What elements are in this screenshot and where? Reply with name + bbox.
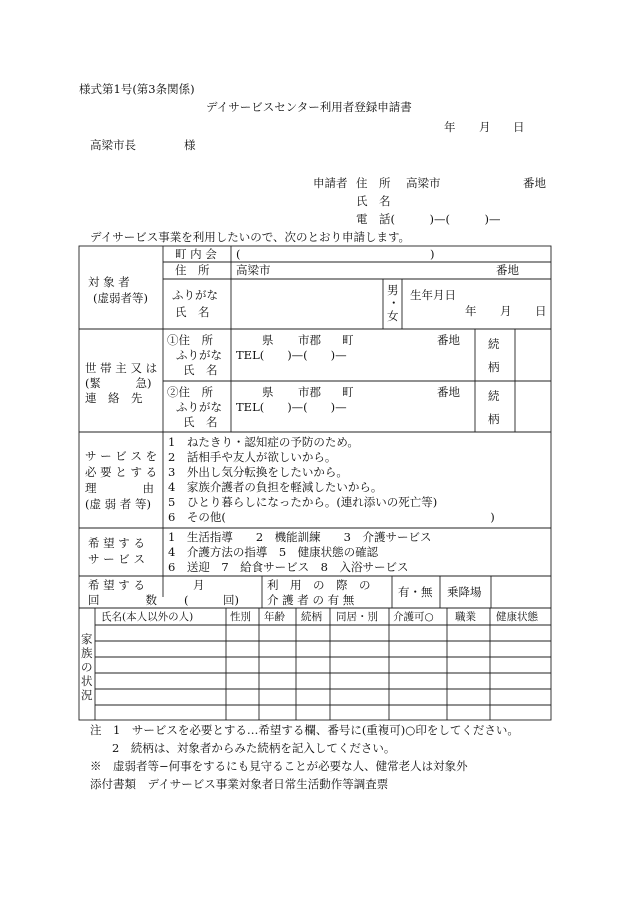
reason-label-4: (虚 弱 者 等) [85,497,151,511]
contact1-rel-1: 続 [488,337,500,351]
frequency-label-1: 希 望 す る [88,578,145,592]
date-year: 年 [444,120,456,134]
family-header-care: 介護可○ [393,611,434,623]
reason-label-2: 必 要 と す る [85,465,158,479]
note-asterisk: ※ 虚弱者等−何事をするにも見守ることが必要な人、健常老人は対象外 [90,759,468,773]
subject-banchi: 番地 [496,263,519,277]
form-title: デイサービスセンター利用者登録申請書 [206,100,412,114]
honorific: 様 [184,138,196,152]
applicant-name-label: 氏 名 [356,194,391,208]
form-number: 様式第1号(第3条関係) [79,82,195,96]
contact1-rel-2: 柄 [488,360,500,374]
family-side-char: 況 [81,688,93,702]
reason-item: 3 外出し気分転換をしたいから。 [168,465,348,479]
contact2-rel-1: 続 [488,389,500,403]
desired-service-label-2: サ ー ビ ス [88,552,145,566]
household-label-3: 連 絡 先 [85,391,143,405]
household-label-2: (緊 急) [85,376,152,390]
note-2: 2 続柄は、対象者からみた続柄を記入してください。 [112,741,396,755]
contact2-rel-2: 柄 [488,412,500,426]
contact1-town: 町 [342,333,354,347]
date-month: 月 [479,120,491,134]
contact2-address-label: ②住 所 [167,385,213,399]
contact2-town: 町 [342,385,354,399]
contact2-banchi: 番地 [437,385,460,399]
family-header-health: 健康状態 [496,611,538,623]
sex-female: 女 [387,309,399,323]
household-label-1: 世 帯 主 又 は [85,361,158,375]
family-header-sex: 性別 [230,611,251,623]
family-header-job: 職業 [455,611,476,623]
family-side-char: 族 [81,646,93,660]
contact1-city: 市郡 [298,333,321,347]
frequency-label-2: 回 数 [88,593,157,607]
reason-item: 4 家族介護者の負担を軽減したいから。 [168,480,383,494]
sex-dot: ・ [388,296,400,310]
family-header-name: 氏名(本人以外の人) [101,611,194,623]
frequency-times: ( 回) [184,593,239,607]
intro-text: デイサービス事業を利用したいので、次のとおり申請します。 [90,230,411,244]
subject-sublabel: (虚弱者等) [93,291,148,305]
reason-item: 2 話相手や友人が欲しいから。 [168,450,337,464]
family-header-relation: 続柄 [301,611,322,623]
town-paren-close: ) [430,247,435,261]
contact1-name-label: 氏 名 [183,363,218,377]
contact1-tel: TEL( )—( )— [236,348,347,362]
date-day: 日 [513,120,525,134]
reason-label-3: 理 由 [85,481,154,495]
attachment-note: 添付書類 デイサービス事業対象者日常生活動作等調査票 [90,777,389,791]
desired-service-line: 6 送迎 7 給食サービス 8 入浴サービス [168,560,409,574]
birth-day: 日 [535,304,547,318]
contact2-city: 市郡 [298,385,321,399]
subject-label: 対 象 者 [88,275,130,289]
applicant-banchi: 番地 [523,176,546,190]
family-header-age: 年齢 [264,611,285,623]
pickup-point-label: 乗降場 [447,585,482,599]
family-header-cohabit: 同居・別 [336,611,378,623]
desired-service-line: 4 介護方法の指導 5 健康状態の確認 [168,545,379,559]
contact1-furigana-label: ふりがな [176,348,222,362]
family-side-char: 家 [81,632,93,646]
contact1-pref: 県 [262,333,274,347]
caregiver-label-1: 利 用 の 際 の [267,578,371,592]
birth-month: 月 [500,304,512,318]
caregiver-label-2: 介 護 者 の 有 無 [267,593,355,607]
reason-item: 6 その他( ) [168,510,495,524]
town-paren-open: ( [236,247,241,261]
applicant-phone: 電 話( )—( )— [356,212,501,226]
reason-item: 1 ねたきり・認知症の予防のため。 [168,435,359,449]
sex-male: 男 [387,283,399,297]
contact2-name-label: 氏 名 [183,415,218,429]
note-1: 注 1 サービスを必要とする…希望する欄、番号に(重複可)○印をしてください。 [90,723,519,737]
applicant-address-value: 高梁市 [406,176,441,190]
contact1-banchi: 番地 [437,333,460,347]
applicant-address-label: 住 所 [356,176,391,190]
family-side-char: 状 [81,674,93,688]
birth-year: 年 [465,304,477,318]
applicant-label: 申請者 [313,176,348,190]
desired-service-line: 1 生活指導 2 機能訓練 3 介護サービス [168,530,432,544]
subject-address-value: 高梁市 [236,263,271,277]
addressee: 高梁市長 [90,138,136,152]
reason-item: 5 ひとり暮らしになったから。(連れ添いの死亡等) [168,495,438,509]
subject-name-label: 氏 名 [175,305,210,319]
contact2-pref: 県 [262,385,274,399]
subject-address-label: 住 所 [175,263,210,277]
contact1-address-label: ①住 所 [167,333,213,347]
town-label: 町 内 会 [175,247,217,261]
family-side-label [81,632,93,702]
frequency-month: 月 [193,578,205,592]
family-side-char: の [81,660,93,674]
contact2-tel: TEL( )—( )— [236,400,347,414]
birth-date-label: 生年月日 [410,288,456,302]
subject-furigana-label: ふりがな [172,288,218,302]
reason-label-1: サ ー ビ ス を [85,449,158,463]
caregiver-yes-no: 有・無 [398,585,433,599]
desired-service-label-1: 希 望 す る [88,536,145,550]
contact2-furigana-label: ふりがな [176,400,222,414]
